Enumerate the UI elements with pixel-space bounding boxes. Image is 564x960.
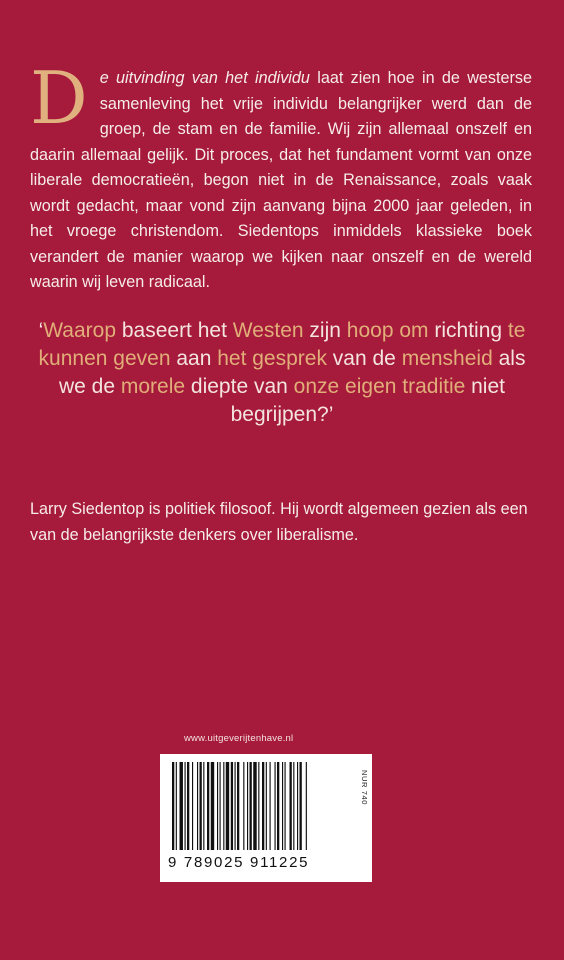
barcode-bar bbox=[293, 762, 294, 850]
author-bio: Larry Siedentop is politiek filosoof. Hij wordt algemeen gezien als een van de belangrijkste denkers over liberalisme. bbox=[30, 500, 528, 544]
barcode bbox=[170, 762, 345, 850]
nur-code: NUR 740 bbox=[360, 770, 369, 806]
barcode-bar bbox=[253, 762, 256, 850]
quote-text: zijn bbox=[303, 319, 347, 342]
barcode-bar bbox=[243, 762, 244, 850]
barcode-bar bbox=[185, 762, 186, 850]
barcode-bar bbox=[197, 762, 198, 850]
barcode-bar bbox=[247, 762, 248, 850]
barcode-bar bbox=[285, 762, 286, 850]
quote-text: diepte van bbox=[185, 375, 294, 398]
barcode-bar bbox=[203, 762, 204, 850]
quote-highlight: te kunnen geven bbox=[38, 319, 526, 370]
quote-highlight: mensheid bbox=[401, 347, 493, 370]
barcode-label bbox=[160, 754, 372, 882]
barcode-bar bbox=[231, 762, 233, 850]
barcode-bar bbox=[200, 762, 202, 850]
barcode-bar bbox=[207, 762, 209, 850]
barcode-bar bbox=[217, 762, 218, 850]
publisher-url: www.uitgeverijtenhave.nl bbox=[184, 733, 294, 744]
barcode-bar bbox=[250, 762, 252, 850]
barcode-bar bbox=[282, 762, 283, 850]
barcode-bar bbox=[275, 762, 276, 850]
barcode-bar bbox=[306, 762, 307, 850]
quote-text: aan bbox=[170, 347, 218, 370]
barcode-bar bbox=[226, 762, 229, 850]
barcode-bar bbox=[211, 762, 214, 850]
quote-text: van de bbox=[326, 347, 402, 370]
barcode-bar bbox=[297, 762, 298, 850]
quote-highlight: hoop om bbox=[346, 319, 429, 342]
quote-text: ‘ bbox=[38, 319, 44, 342]
pull-quote bbox=[30, 317, 534, 429]
barcode-bar bbox=[235, 762, 236, 850]
barcode-bar bbox=[237, 762, 239, 850]
quote-text: baseert het bbox=[116, 319, 233, 342]
barcode-bar bbox=[172, 762, 174, 850]
barcode-bar bbox=[290, 762, 292, 850]
barcode-bar bbox=[180, 762, 183, 850]
quote-highlight: morele bbox=[120, 375, 186, 398]
blurb-paragraph bbox=[30, 56, 532, 296]
barcode-bar bbox=[258, 762, 259, 850]
barcode-bar bbox=[266, 762, 267, 850]
isbn-number: 9 789025 911225 bbox=[168, 854, 310, 871]
blurb-text: laat zien hoe in de westerse samenleving het vrije individu belangrijker werd dan de groep, de stam en de familie. Wij zijn allemaal onszelf en daarin allemaal gelijk. Dit proces, dat het fundament vormt van onze liberale democratieën, begon niet in de Renaissance, zoals vaak wordt gedacht, maar vond zijn aanvang bijna 2000 jaar geleden, in het vroege christendom. Siedentops inmiddels klassieke boek verandert de manier waarop we kijken naar onszelf en de wereld waarin wij leven radicaal. bbox=[30, 69, 532, 291]
drop-cap: D bbox=[30, 56, 88, 140]
barcode-bar bbox=[223, 762, 224, 850]
quote-highlight: onze eigen traditie bbox=[293, 375, 466, 398]
barcode-bar bbox=[300, 762, 302, 850]
quote-highlight: Waarop bbox=[43, 319, 117, 342]
quote-text: richting bbox=[428, 319, 508, 342]
barcode-bar bbox=[187, 762, 189, 850]
barcode-bar bbox=[262, 762, 264, 850]
barcode-bar bbox=[192, 762, 193, 850]
barcode-bar bbox=[277, 762, 279, 850]
quote-text: niet begrijpen?’ bbox=[230, 375, 505, 426]
quote-highlight: het gesprek bbox=[217, 347, 327, 370]
quote-text: als we de bbox=[59, 347, 526, 398]
quote-highlight: Westen bbox=[232, 319, 304, 342]
barcode-bar bbox=[176, 762, 177, 850]
book-title: e uitvinding van het individu bbox=[99, 69, 310, 87]
barcode-bar bbox=[270, 762, 271, 850]
barcode-bar bbox=[220, 762, 221, 850]
